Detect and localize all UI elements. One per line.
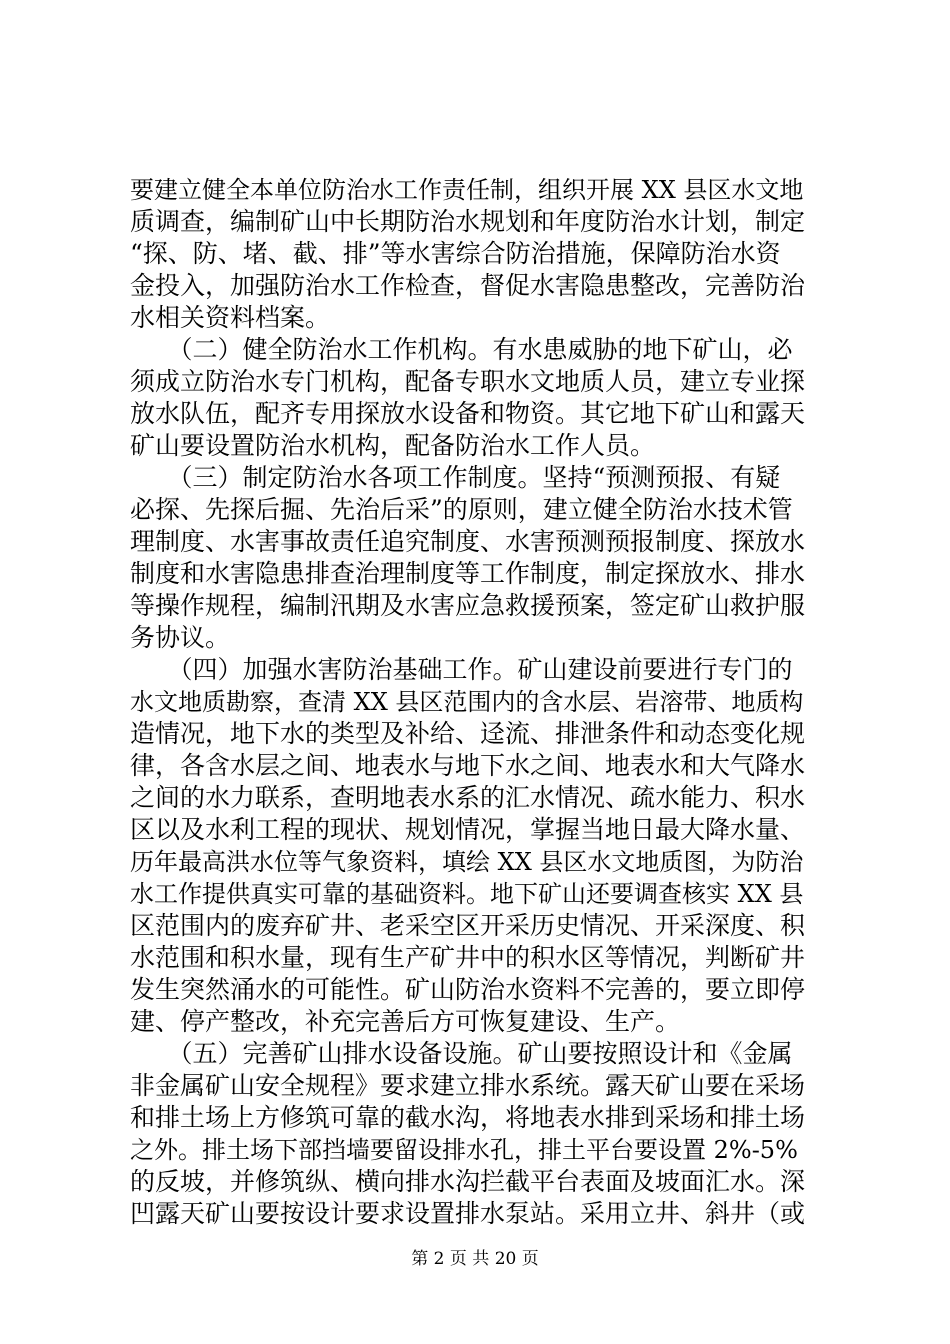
text-line: 要建立健全本单位防治水工作责任制，组织开展 XX 县区水文地 xyxy=(130,176,804,204)
text-line: 之间的水力联系，查明地表水系的汇水情况、疏水能力、积水 xyxy=(130,783,806,812)
text-line: 发生突然涌水的可能性。矿山防治水资料不完善的，要立即停 xyxy=(130,975,806,1004)
text-line: 非金属矿山安全规程》要求建立排水系统。露天矿山要在采场 xyxy=(130,1071,806,1100)
text-line: （四）加强水害防治基础工作。矿山建设前要进行专门的 xyxy=(130,655,793,684)
text-line: 质调查，编制矿山中长期防治水规划和年度防治水计划，制定 xyxy=(130,207,806,236)
text-line: 务协议。 xyxy=(130,623,231,652)
text-line: 造情况，地下水的类型及补给、迳流、排泄条件和动态变化规 xyxy=(130,719,806,748)
text-line: 历年最高洪水位等气象资料，填绘 XX 县区水文地质图，为防治 xyxy=(130,848,804,876)
text-line: 等操作规程，编制汛期及水害应急救援预案，签定矿山救护服 xyxy=(130,591,806,620)
text-line: 矿山要设置防治水机构，配备防治水工作人员。 xyxy=(130,431,656,460)
text-line: 金投入，加强防治水工作检查，督促水害隐患整改，完善防治 xyxy=(130,271,806,300)
body-text xyxy=(130,174,830,1230)
text-line: 必探、先探后掘、先治后采”的原则，建立健全防治水技术管 xyxy=(130,495,793,524)
text-line: （三）制定防治水各项工作制度。坚持“预测预报、有疑 xyxy=(130,463,781,492)
text-line: 水相关资料档案。 xyxy=(130,303,331,332)
text-line: 区范围内的废弃矿井、老采空区开采历史情况、开采深度、积 xyxy=(130,911,806,940)
text-line: 和排土场上方修筑可靠的截水沟，将地表水排到采场和排土场 xyxy=(130,1103,806,1132)
text-line: 须成立防治水专门机构，配备专职水文地质人员，建立专业探 xyxy=(130,367,806,396)
page-footer: 第 2 页 共 20 页 xyxy=(411,1249,539,1269)
text-line: 区以及水利工程的现状、规划情况，掌握当地日最大降水量、 xyxy=(130,815,806,844)
text-line: 律，各含水层之间、地表水与地下水之间、地表水和大气降水 xyxy=(130,751,806,780)
text-line: 之外。排土场下部挡墙要留设排水孔，排土平台要设置 2%-5% xyxy=(130,1136,798,1164)
text-line: 凹露天矿山要按设计要求设置排水泵站。采用立井、斜井（或 xyxy=(130,1199,806,1228)
text-line: 放水队伍，配齐专用探放水设备和物资。其它地下矿山和露天 xyxy=(130,399,806,428)
text-line: 的反坡，并修筑纵、横向排水沟拦截平台表面及坡面汇水。深 xyxy=(130,1167,806,1196)
text-line: 理制度、水害事故责任追究制度、水害预测预报制度、探放水 xyxy=(130,527,806,556)
text-line: “探、防、堵、截、排”等水害综合防治措施，保障防治水资 xyxy=(130,239,781,268)
text-line: （二）健全防治水工作机构。有水患威胁的地下矿山，必 xyxy=(130,335,793,364)
text-line: （五）完善矿山排水设备设施。矿山要按照设计和《金属 xyxy=(130,1039,793,1068)
text-line: 水文地质勘察，查清 XX 县区范围内的含水层、岩溶带、地质构 xyxy=(130,688,804,716)
text-line: 制度和水害隐患排查治理制度等工作制度，制定探放水、排水 xyxy=(130,559,806,588)
text-line: 水工作提供真实可靠的基础资料。地下矿山还要调查核实 XX 县 xyxy=(130,880,804,908)
text-line: 水范围和积水量，现有生产矿井中的积水区等情况，判断矿井 xyxy=(130,943,806,972)
text-line: 建、停产整改，补充完善后方可恢复建设、生产。 xyxy=(130,1007,681,1036)
